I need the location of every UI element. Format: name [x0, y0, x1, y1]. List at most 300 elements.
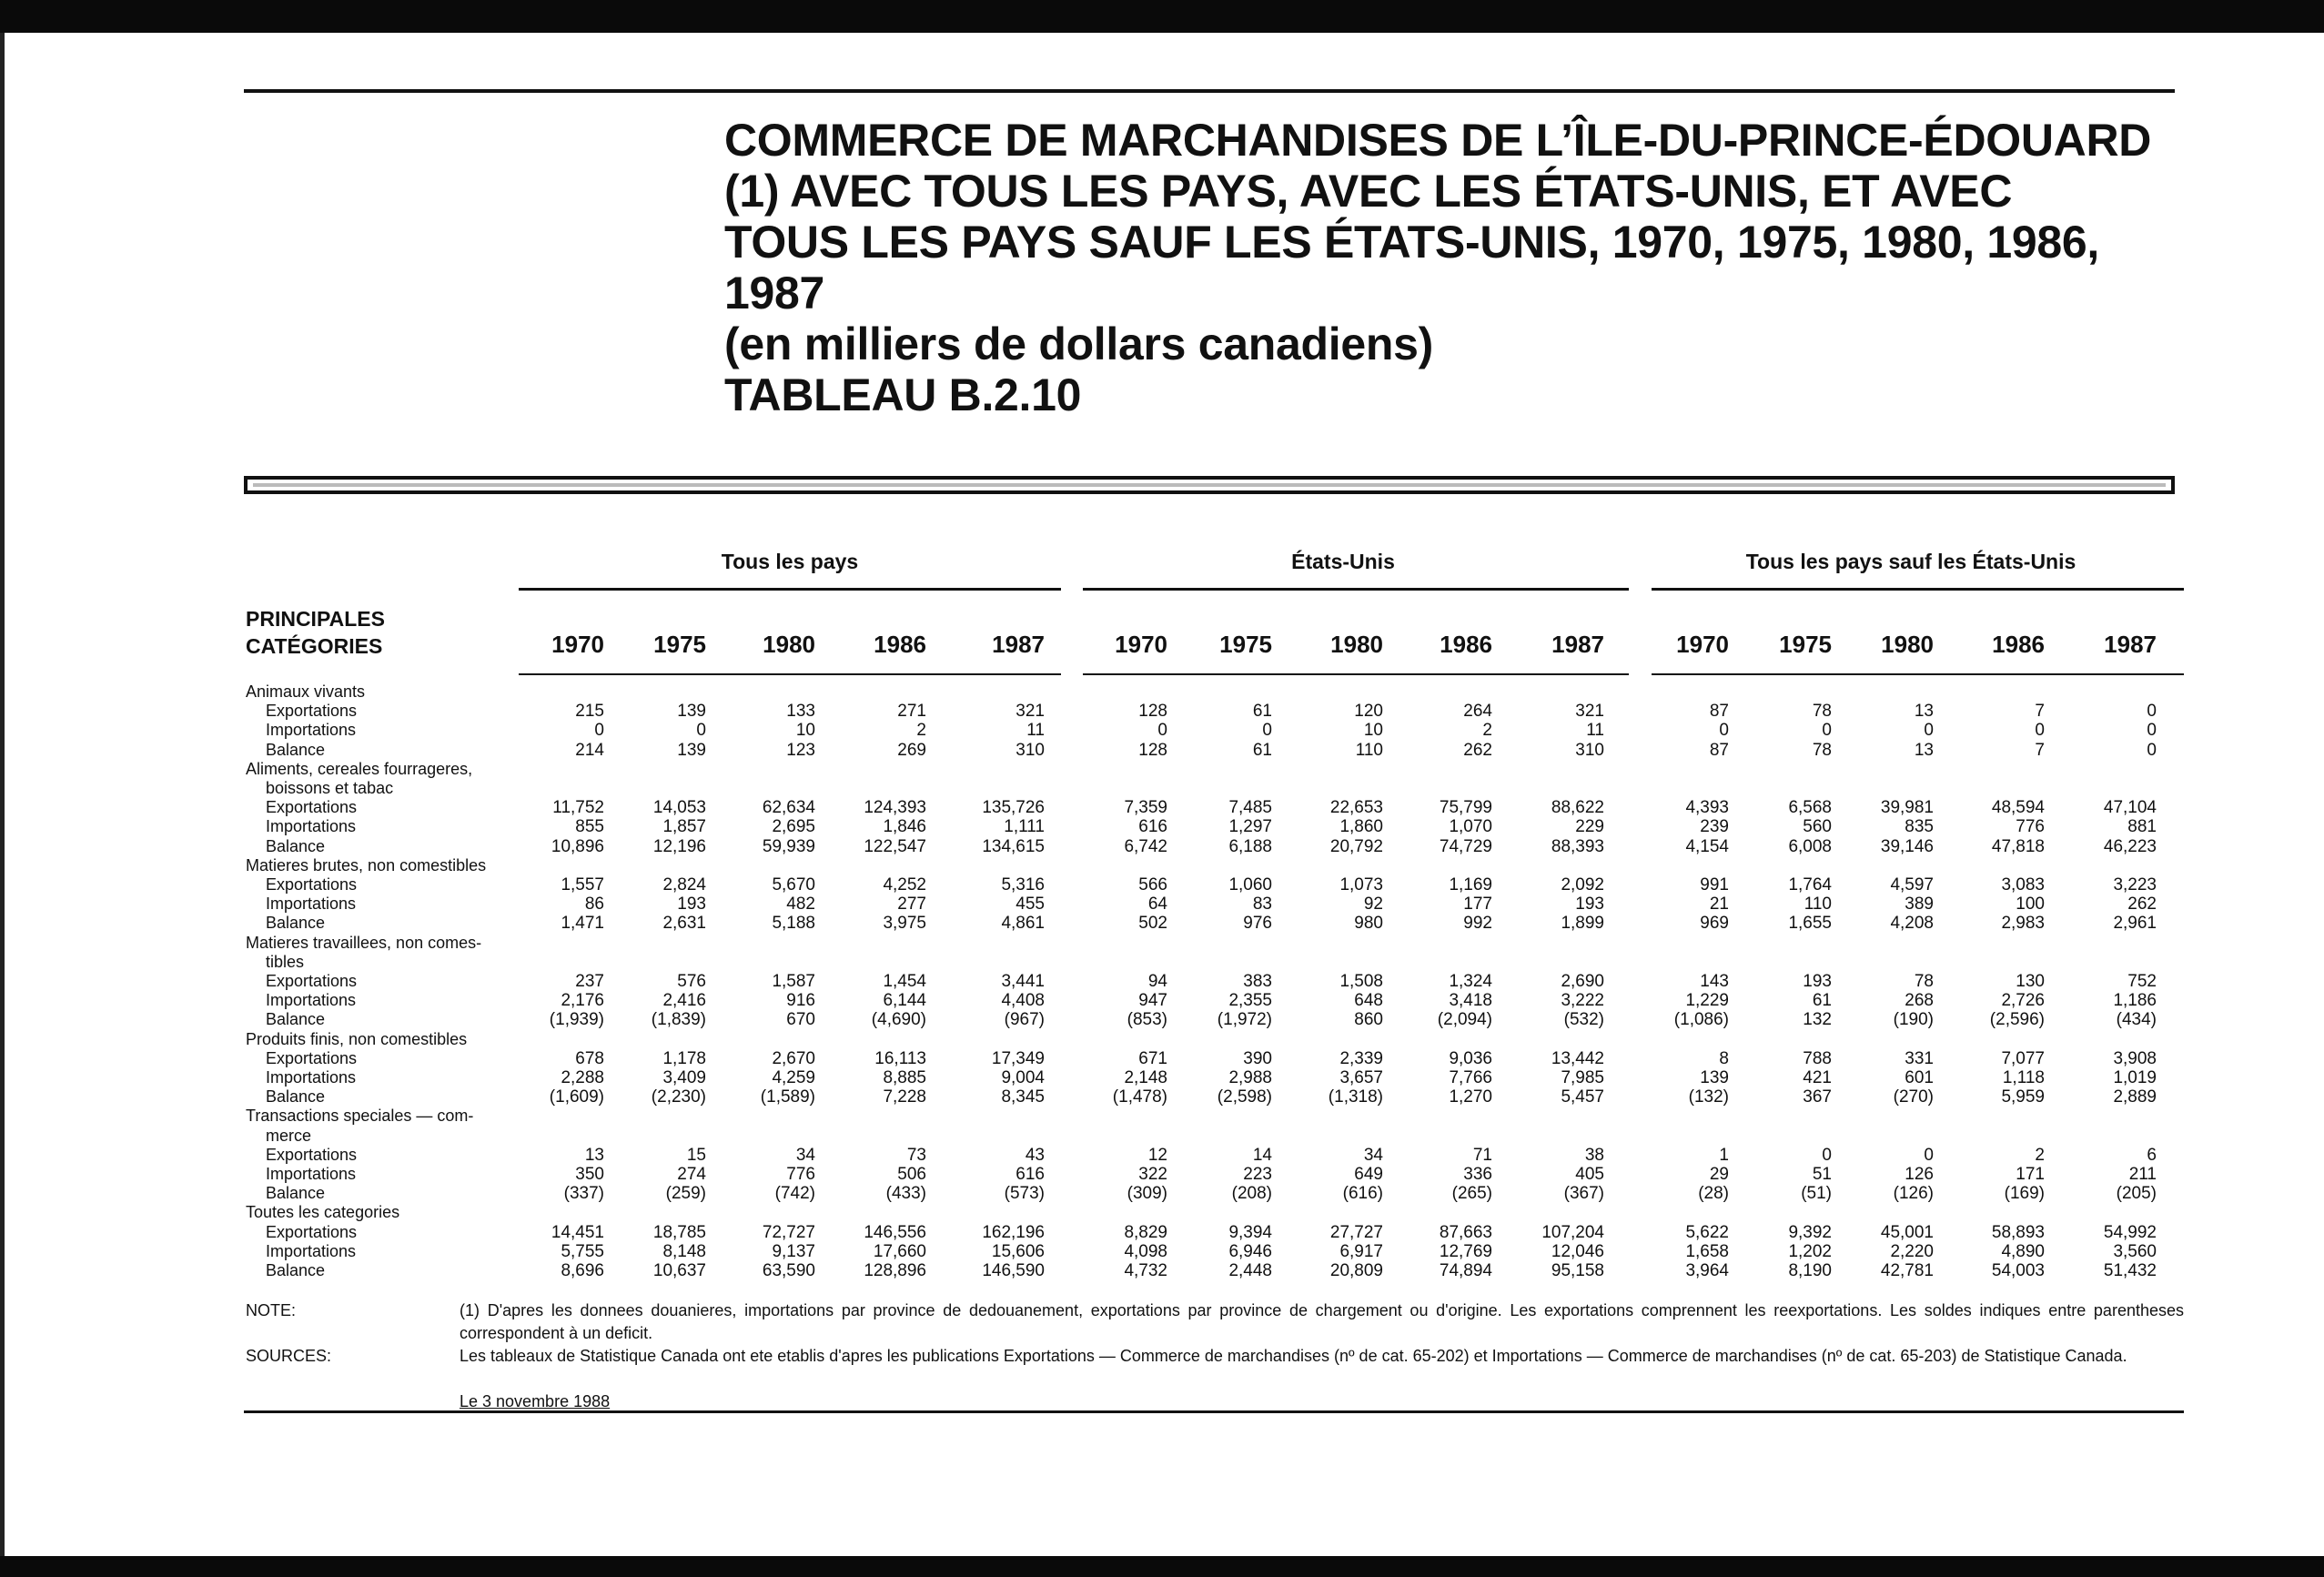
table-cell: 120 [1354, 702, 1383, 722]
table-cell: 4,732 [1124, 1261, 1167, 1280]
table-cell: (742) [774, 1184, 815, 1204]
year-header: 1980 [763, 631, 815, 658]
note-text: (1) D'apres les donnees douanieres, importations par province de dedouanement, exportations par province de chargement ou d'origine. Les exportations comprennent les reexportations. Les soldes indiques entre parentheses correspondent à un deficit. [460, 1301, 2184, 1342]
row-label: Exportations [266, 1048, 358, 1067]
table-cell: (1,478) [1112, 1087, 1167, 1107]
table-cell: 322 [1138, 1165, 1167, 1184]
table-cell: 1,857 [662, 817, 706, 837]
table-cell: 649 [1354, 1165, 1383, 1184]
table-cell: 616 [1138, 817, 1167, 837]
table-cell: (4,690) [871, 1010, 926, 1030]
table-cell: 51 [1812, 1165, 1832, 1184]
table-cell: 1 [1719, 1145, 1729, 1165]
title-line: TOUS LES PAYS SAUF LES ÉTATS-UNIS, 1970, 1975, 1980, 1986, [724, 217, 2100, 268]
table-cell: 8,885 [883, 1068, 926, 1087]
table-cell: 64 [1147, 895, 1167, 915]
table-cell: 390 [1243, 1048, 1272, 1068]
table-cell: 8,829 [1124, 1222, 1167, 1242]
table-cell: 5,670 [772, 875, 815, 895]
bottom-rule [244, 1410, 2184, 1413]
category-header-line: CATÉGORIES [246, 634, 383, 658]
table-cell: 135,726 [982, 798, 1045, 818]
table-cell: 46,223 [2103, 836, 2157, 856]
table-cell: 61 [1812, 991, 1832, 1011]
table-cell: 1,764 [1788, 875, 1832, 895]
row-label: Balance [266, 740, 326, 759]
table-cell: 59,939 [762, 836, 815, 856]
table-cell: 3,222 [1561, 991, 1604, 1011]
table-cell: 8,148 [662, 1241, 706, 1261]
table-cell: 321 [1015, 702, 1045, 722]
table-cell: 146,556 [864, 1222, 926, 1242]
table-cell: 11 [1026, 721, 1045, 741]
category-label: merce [266, 1126, 312, 1145]
table-cell: 0 [1924, 1145, 1934, 1165]
table-cell: (2,094) [1437, 1010, 1492, 1030]
table-cell: 855 [575, 817, 604, 837]
table-cell: 74,894 [1439, 1261, 1492, 1280]
table-cell: 13,442 [1551, 1048, 1604, 1068]
table-cell: 860 [1354, 1010, 1383, 1030]
table-cell: 0 [2147, 740, 2157, 760]
table-cell: (1,972) [1217, 1010, 1272, 1030]
table-cell: 3,441 [1001, 972, 1045, 991]
row-label: Balance [266, 1087, 326, 1107]
table-cell: 274 [677, 1165, 706, 1184]
table-cell: 0 [696, 721, 706, 741]
table-cell: 15 [686, 1145, 706, 1165]
table-cell: (2,230) [651, 1087, 706, 1107]
table-cell: 5,622 [1685, 1222, 1729, 1242]
table-cell: 14,451 [551, 1222, 604, 1242]
table-cell: 1,186 [2113, 991, 2157, 1011]
year-header: 1975 [653, 631, 706, 658]
table-cell: 71 [1472, 1145, 1492, 1165]
year-header: 1986 [1440, 631, 1492, 658]
table-cell: 8,190 [1788, 1261, 1832, 1280]
table-cell: 128 [1138, 740, 1167, 760]
table-cell: 75,799 [1439, 798, 1492, 818]
table-cell: 128,896 [864, 1261, 926, 1280]
table-cell: 94 [1147, 972, 1167, 991]
table-cell: (205) [2116, 1184, 2157, 1204]
table-cell: 1,060 [1228, 875, 1272, 895]
table-cell: 268 [1905, 991, 1934, 1011]
row-label: Importations [266, 1241, 357, 1260]
table-cell: 2,092 [1561, 875, 1604, 895]
table-cell: 87 [1709, 702, 1729, 722]
category-label: Matieres brutes, non comestibles [246, 855, 487, 874]
category-header [246, 605, 385, 660]
table-cell: 7 [2035, 740, 2045, 760]
table-cell: 2 [1482, 721, 1492, 741]
table-cell: 678 [575, 1048, 604, 1068]
scan-border-left [0, 33, 5, 1556]
table-cell: 4,597 [1890, 875, 1934, 895]
table-cell: 12,196 [652, 836, 706, 856]
table-cell: 51,432 [2103, 1261, 2157, 1280]
table-cell: 72,727 [762, 1222, 815, 1242]
table-cell: 1,169 [1449, 875, 1492, 895]
table-cell: 1,019 [2113, 1068, 2157, 1087]
table-cell: 3,560 [2113, 1241, 2157, 1261]
table-cell: 0 [1262, 721, 1272, 741]
table-cell: (433) [885, 1184, 926, 1204]
table-cell: 11 [1586, 721, 1604, 741]
category-header-line: PRINCIPALES [246, 607, 385, 631]
table-cell: 13 [1914, 740, 1934, 760]
table-cell: 9,137 [772, 1241, 815, 1261]
table-cell: (169) [2004, 1184, 2045, 1204]
table-cell: 14 [1252, 1145, 1272, 1165]
table-cell: 215 [575, 702, 604, 722]
table-cell: 124,393 [864, 798, 926, 818]
table-cell: 264 [1463, 702, 1492, 722]
table-cell: 34 [795, 1145, 815, 1165]
table-cell: 1,846 [883, 817, 926, 837]
year-header: 1980 [1330, 631, 1383, 658]
table-cell: 262 [1463, 740, 1492, 760]
table-cell: (190) [1893, 1010, 1934, 1030]
table-cell: 29 [1709, 1165, 1729, 1184]
table-cell: 3,418 [1449, 991, 1492, 1011]
table-cell: (126) [1893, 1184, 1934, 1204]
table-cell: 5,316 [1001, 875, 1045, 895]
table-cell: 2,988 [1228, 1068, 1272, 1087]
table-cell: (270) [1893, 1087, 1934, 1107]
table-cell: (337) [563, 1184, 604, 1204]
table-cell: 648 [1354, 991, 1383, 1011]
table-cell: 752 [2127, 972, 2157, 991]
table-cell: 139 [677, 740, 706, 760]
table-cell: (434) [2116, 1010, 2157, 1030]
table-cell: 17,660 [873, 1241, 926, 1261]
table-cell: 0 [1157, 721, 1167, 741]
table-cell: 2,670 [772, 1048, 815, 1068]
table-cell: 38 [1584, 1145, 1604, 1165]
table-cell: 0 [1822, 721, 1832, 741]
table-cell: 670 [786, 1010, 815, 1030]
table-cell: 74,729 [1439, 836, 1492, 856]
table-cell: (1,839) [651, 1010, 706, 1030]
category-label: boissons et tabac [266, 779, 394, 797]
sources-text: Les tableaux de Statistique Canada ont ete etablis d'apres les publications Exportations — Commerce de marchandises (nº de cat. 65-202) et Importations — Commerce de marchandises (nº de cat. 65-203) de Statistique Canada. [460, 1347, 2127, 1365]
table-cell: 10 [1363, 721, 1383, 741]
row-label: Balance [266, 1010, 326, 1029]
table-cell: 133 [786, 702, 815, 722]
table-cell: (573) [1004, 1184, 1045, 1204]
table-cell: 22,653 [1329, 798, 1383, 818]
table-cell: 2,726 [2001, 991, 2045, 1011]
table-cell: 8,696 [561, 1261, 604, 1280]
table-cell: 6,008 [1788, 836, 1832, 856]
table-cell: 262 [2127, 895, 2157, 915]
table-cell: 269 [897, 740, 926, 760]
table-cell: 4,252 [883, 875, 926, 895]
table-cell: 1,073 [1339, 875, 1383, 895]
table-cell: 1,111 [1004, 817, 1045, 837]
table-cell: 4,408 [1001, 991, 1045, 1011]
table-cell: 671 [1138, 1048, 1167, 1068]
table-cell: 39,146 [1880, 836, 1934, 856]
table-cell: 336 [1463, 1165, 1492, 1184]
table-cell: 193 [1803, 972, 1832, 991]
year-header: 1987 [1551, 631, 1604, 658]
table-cell: 601 [1905, 1068, 1934, 1087]
row-label: Importations [266, 1165, 357, 1183]
table-cell: 14,053 [652, 798, 706, 818]
top-rule [244, 89, 2175, 93]
table-cell: 310 [1575, 740, 1604, 760]
scan-border-bottom [0, 1556, 2324, 1577]
table-cell: 7,077 [2001, 1048, 2045, 1068]
table-cell: 47,104 [2103, 798, 2157, 818]
table-cell: 0 [1924, 721, 1934, 741]
table-cell: 1,508 [1339, 972, 1383, 991]
table-cell: 1,270 [1449, 1087, 1492, 1107]
table-cell: 12 [1147, 1145, 1167, 1165]
year-header: 1975 [1779, 631, 1832, 658]
table-cell: 3,908 [2113, 1048, 2157, 1068]
table-cell: 9,392 [1788, 1222, 1832, 1242]
table-cell: 2 [916, 721, 926, 741]
row-label: Balance [266, 914, 326, 933]
table-cell: 139 [1700, 1068, 1729, 1087]
table-cell: 54,003 [1991, 1261, 2045, 1280]
table-cell: 5,457 [1561, 1087, 1604, 1107]
table-cell: 146,590 [982, 1261, 1045, 1280]
table-cell: 78 [1812, 702, 1832, 722]
table-cell: 776 [2016, 817, 2045, 837]
table-cell: 1,471 [561, 914, 604, 934]
title-line: 1987 [724, 268, 825, 318]
table-cell: 6,946 [1228, 1241, 1272, 1261]
table-cell: 18,785 [652, 1222, 706, 1242]
table-cell: 12,046 [1551, 1241, 1604, 1261]
table-cell: 20,792 [1329, 836, 1383, 856]
table-cell: 2,355 [1228, 991, 1272, 1011]
table-cell: 6,742 [1124, 836, 1167, 856]
row-label: Importations [266, 991, 357, 1010]
table-cell: 73 [906, 1145, 926, 1165]
table-cell: 4,208 [1890, 914, 1934, 934]
table-cell: 63,590 [762, 1261, 815, 1280]
table-cell: (1,939) [549, 1010, 604, 1030]
sources-label: SOURCES: [246, 1347, 332, 1365]
table-cell: 2,448 [1228, 1261, 1272, 1280]
table-cell: 560 [1803, 817, 1832, 837]
table-cell: 20,809 [1329, 1261, 1383, 1280]
category-label: tibles [266, 952, 305, 971]
table-cell: 350 [575, 1165, 604, 1184]
table-cell: (532) [1563, 1010, 1604, 1030]
table-cell: 171 [2016, 1165, 2045, 1184]
table-cell: 214 [575, 740, 604, 760]
table-cell: 3,409 [662, 1068, 706, 1087]
group-rule [1083, 588, 1629, 591]
table-cell: 2,690 [1561, 972, 1604, 991]
table-cell: 5,755 [561, 1241, 604, 1261]
table-cell: (853) [1127, 1010, 1167, 1030]
table-cell: 229 [1575, 817, 1604, 837]
table-cell: 976 [1243, 914, 1272, 934]
table-cell: 110 [1355, 740, 1383, 760]
table-cell: 6,144 [883, 991, 926, 1011]
group-header: Tous les pays [721, 550, 859, 573]
table-cell: 2,339 [1339, 1048, 1383, 1068]
year-header: 1987 [2104, 631, 2157, 658]
table-cell: 122,547 [864, 836, 926, 856]
table-cell: (616) [1342, 1184, 1383, 1204]
table-cell: 1,587 [772, 972, 815, 991]
table-cell: 88,622 [1551, 798, 1604, 818]
table-cell: 980 [1354, 914, 1383, 934]
table-cell: 61 [1252, 740, 1272, 760]
table-cell: 331 [1905, 1048, 1934, 1068]
row-label: Importations [266, 721, 357, 740]
table-cell: 162,196 [982, 1222, 1045, 1242]
table-cell: 1,324 [1449, 972, 1492, 991]
table-cell: 576 [677, 972, 706, 991]
year-header: 1975 [1219, 631, 1272, 658]
table-cell: 237 [575, 972, 604, 991]
year-header: 1987 [992, 631, 1045, 658]
table-cell: (309) [1127, 1184, 1167, 1204]
table-cell: 2,416 [662, 991, 706, 1011]
table-cell: 1,454 [883, 972, 926, 991]
table-cell: 881 [2127, 817, 2157, 837]
year-header: 1970 [551, 631, 604, 658]
table-cell: 566 [1138, 875, 1167, 895]
table-cell: 13 [1914, 702, 1934, 722]
table-cell: 34 [1363, 1145, 1383, 1165]
row-label: Importations [266, 817, 357, 836]
table-cell: 48,594 [1991, 798, 2045, 818]
table-cell: 139 [677, 702, 706, 722]
table-cell: 2,889 [2113, 1087, 2157, 1107]
table-cell: 3,223 [2113, 875, 2157, 895]
table-cell: 2 [2035, 1145, 2045, 1165]
table-cell: (132) [1688, 1087, 1729, 1107]
table-cell: 15,606 [991, 1241, 1045, 1261]
table-cell: (259) [665, 1184, 706, 1204]
group-rule [519, 588, 1061, 591]
table-cell: 776 [786, 1165, 815, 1184]
table-cell: 223 [1243, 1165, 1272, 1184]
table-cell: 7,485 [1228, 798, 1272, 818]
table-cell: 271 [897, 702, 926, 722]
table-cell: 1,860 [1339, 817, 1383, 837]
table-cell: 177 [1463, 895, 1492, 915]
group-header: États-Unis [1291, 550, 1395, 573]
table-cell: 2,695 [772, 817, 815, 837]
row-label: Balance [266, 1184, 326, 1203]
table-cell: 0 [2147, 721, 2157, 741]
table-cell: 367 [1803, 1087, 1832, 1107]
table-cell: 1,070 [1449, 817, 1492, 837]
category-label: Matieres travaillees, non comes- [246, 933, 482, 952]
table-cell: 1,899 [1561, 914, 1604, 934]
table-cell: 4,861 [1001, 914, 1045, 934]
row-label: Balance [266, 836, 326, 855]
table-cell: 4,098 [1124, 1241, 1167, 1261]
title-line: (1) AVEC TOUS LES PAYS, AVEC LES ÉTATS-UNIS, ET AVEC [724, 166, 2013, 217]
table-cell: 78 [1812, 740, 1832, 760]
table-cell: 10 [795, 721, 815, 741]
category-label: Aliments, cereales fourrageres, [246, 759, 473, 778]
table-cell: 7 [2035, 702, 2045, 722]
table-cell: 4,154 [1685, 836, 1729, 856]
table-cell: 2,176 [561, 991, 604, 1011]
table-cell: 616 [1015, 1165, 1045, 1184]
table-cell: 0 [594, 721, 604, 741]
row-label: Exportations [266, 1145, 358, 1164]
category-label: Transactions speciales — com- [246, 1107, 474, 1126]
table-cell: 43 [1025, 1145, 1045, 1165]
table-cell: 58,893 [1991, 1222, 2045, 1242]
table-cell: 0 [2147, 702, 2157, 722]
table-cell: (967) [1004, 1010, 1045, 1030]
table-cell: 107,204 [1541, 1222, 1604, 1242]
table-cell: 2,220 [1890, 1241, 1934, 1261]
table-cell: 11,752 [552, 798, 604, 818]
table-cell: 6,188 [1228, 836, 1272, 856]
table-cell: (1,318) [1328, 1087, 1383, 1107]
table-cell: 86 [584, 895, 604, 915]
category-label: Animaux vivants [246, 682, 366, 701]
row-label: Importations [266, 1068, 357, 1087]
table-cell: 1,202 [1788, 1241, 1832, 1261]
table-cell: 95,158 [1551, 1261, 1604, 1280]
table-cell: 130 [2016, 972, 2045, 991]
table-cell: 12,769 [1439, 1241, 1492, 1261]
table-cell: 1,658 [1685, 1241, 1729, 1261]
table-cell: (265) [1451, 1184, 1492, 1204]
table-cell: 16,113 [874, 1048, 926, 1068]
table-cell: 21 [1709, 895, 1729, 915]
year-header: 1980 [1881, 631, 1934, 658]
year-header: 1986 [874, 631, 926, 658]
table-cell: 788 [1803, 1048, 1832, 1068]
table-cell: 3,964 [1685, 1261, 1729, 1280]
row-label: Exportations [266, 875, 358, 894]
table-cell: 100 [2016, 895, 2045, 915]
table-cell: (2,596) [1989, 1010, 2045, 1030]
table-cell: 2,148 [1124, 1068, 1167, 1087]
table-cell: 947 [1138, 991, 1167, 1011]
table-cell: 7,228 [883, 1087, 926, 1107]
table-cell: 9,036 [1449, 1048, 1492, 1068]
table-cell: 128 [1138, 702, 1167, 722]
table-cell: 9,004 [1001, 1068, 1045, 1087]
table-cell: 10,637 [652, 1261, 706, 1280]
document-date: Le 3 novembre 1988 [460, 1392, 611, 1410]
table-cell: (28) [1698, 1184, 1729, 1204]
year-header: 1970 [1115, 631, 1167, 658]
table-cell: 47,818 [1991, 836, 2045, 856]
table-cell: 2,631 [662, 914, 706, 934]
table-cell: 13 [584, 1145, 604, 1165]
table-cell: 193 [677, 895, 706, 915]
table-cell: 992 [1463, 914, 1492, 934]
table-cell: 991 [1700, 875, 1729, 895]
table-cell: (1,086) [1673, 1010, 1729, 1030]
group-rule [1652, 588, 2184, 591]
table-cell: 193 [1575, 895, 1604, 915]
table-cell: 1,229 [1685, 991, 1729, 1011]
table-cell: (1,589) [760, 1087, 815, 1107]
table-cell: (51) [1801, 1184, 1832, 1204]
